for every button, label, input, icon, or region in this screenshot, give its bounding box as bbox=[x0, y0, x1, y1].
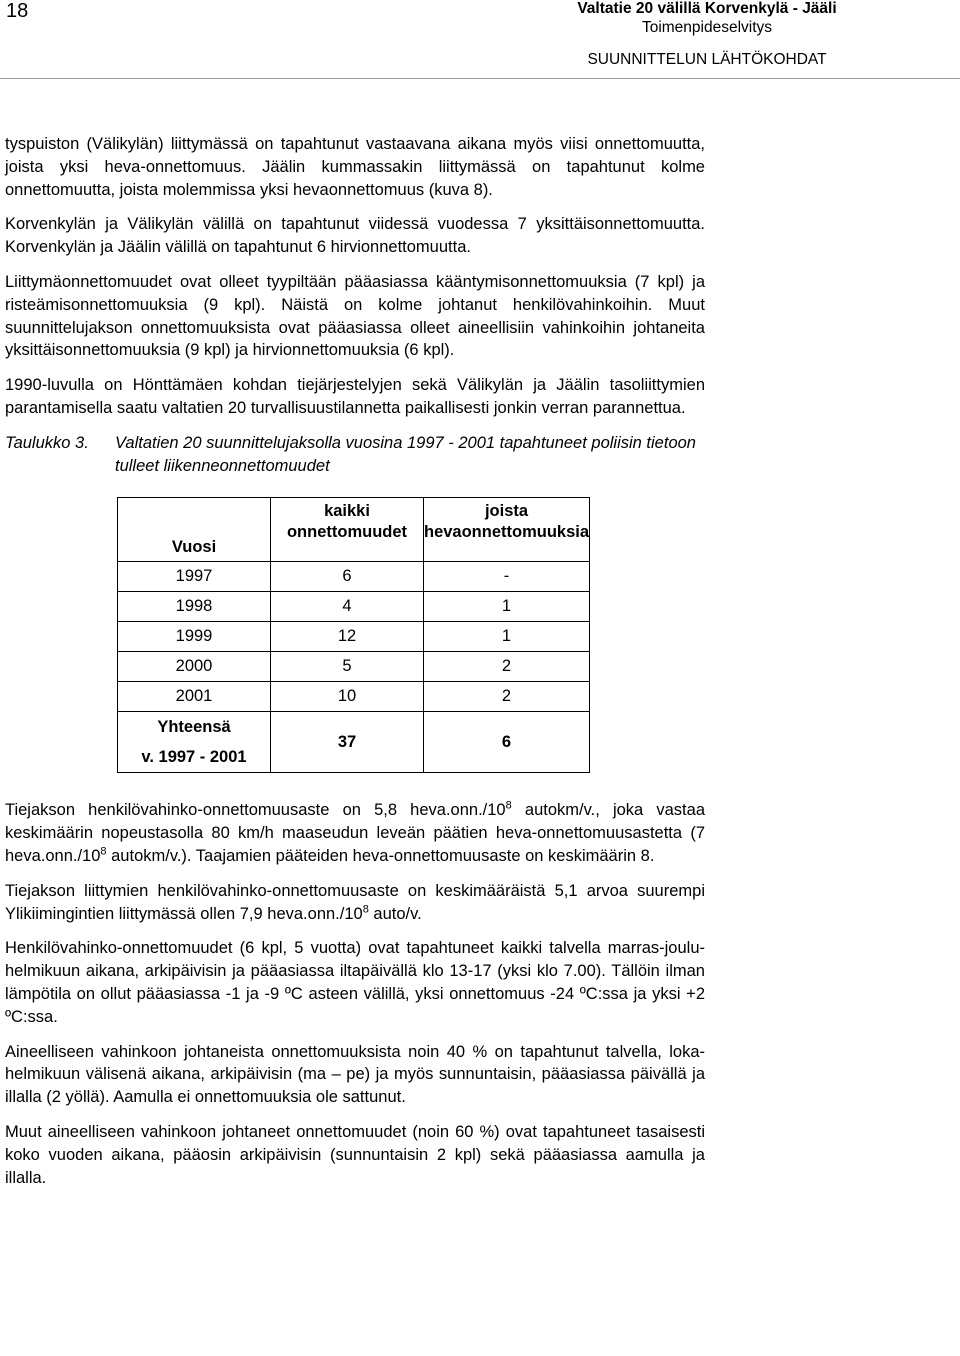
total-label-line1: Yhteensä bbox=[157, 718, 231, 737]
table-caption-label: Taulukko 3. bbox=[5, 433, 89, 452]
cell-year: 1997 bbox=[118, 562, 271, 592]
header-divider bbox=[0, 78, 960, 79]
cell-year: 2000 bbox=[118, 652, 271, 682]
paragraph bbox=[5, 880, 705, 926]
cell-heva: 1 bbox=[424, 622, 590, 652]
text-run: Tiejakson liittymien henkilövahinko-onnettomuusaste on keskimääräistä 5,1 arvoa suurempi Ylikiimingintien liittymässä ollen 7,9 heva.onn./10 bbox=[5, 881, 705, 923]
paragraph bbox=[5, 799, 705, 867]
paragraph: Liittymäonnettomuudet ovat olleet tyypiltään pääasiassa kääntymisonnettomuuksia (7 kpl) ja risteämisonnettomuuksia (9 kpl). Näistä on kolme johtanut henkilövahinkoihin. Muut suunnittelujakson onnettomuuksista ovat pääasiassa olleet aineellisiin vahinkoihin johtaneita yksittäisonnettomuuksia (9 kpl) ja hirvionnettomuuksia (6 kpl). bbox=[5, 272, 705, 360]
superscript: 8 bbox=[362, 903, 369, 916]
table-row bbox=[118, 592, 590, 622]
paragraph: tyspuiston (Välikylän) liittymässä on tapahtunut vastaavana aikana myös viisi onnettomuutta, joista yksi heva-onnettomuus. Jäälin kummassakin liittymässä on tapahtunut kolme onnettomuutta, joista molemmissa yksi hevaonnettomuus (kuva 8). bbox=[5, 135, 705, 199]
paragraph: Henkilövahinko-onnettomuudet (6 kpl, 5 vuotta) ovat tapahtuneet kaikki talvella marras-joulu-helmikuun aikana, arkipäivisin ja pääasiassa iltapäivällä klo 13-17 (yksi klo 7.00). Tällöin ilman lämpötila on ollut pääasiassa -1 ja -9 ºC asteen välillä, yksi onnettomuus -24 ºC:ssa ja yksi +2 ºC:ssa. bbox=[5, 939, 705, 1026]
page-body bbox=[5, 133, 705, 1201]
column-header-year: Vuosi bbox=[118, 498, 271, 562]
cell-year: 1999 bbox=[118, 622, 271, 652]
paragraph: Muut aineelliseen vahinkoon johtaneet onnettomuudet (noin 60 %) ovat tapahtuneet tasaisesti koko vuoden aikana, pääosin arkipäivisin (sunnuntaisin 2 kpl) sekä pääasiassa aamulla ja illalla. bbox=[5, 1122, 705, 1187]
cell-heva: 2 bbox=[424, 682, 590, 712]
cell-year: 1998 bbox=[118, 592, 271, 622]
cell-total-label bbox=[118, 712, 271, 773]
text-run: autokm/v.). Taajamien pääteiden heva-onnettomuusaste on keskimäärin 8. bbox=[106, 846, 655, 865]
paragraph: Korvenkylän ja Välikylän välillä on tapahtunut viidessä vuodessa 7 yksittäisonnettomuutta. Korvenkylän ja Jäälin välillä on tapahtunut 6 hirvionnettomuutta. bbox=[5, 215, 705, 257]
cell-heva: 2 bbox=[424, 652, 590, 682]
superscript: 8 bbox=[505, 799, 512, 812]
column-header-injury-accidents: joista hevaonnettomuuksia bbox=[424, 498, 590, 562]
table-row bbox=[118, 652, 590, 682]
cell-all: 12 bbox=[271, 622, 424, 652]
cell-all: 5 bbox=[271, 652, 424, 682]
cell-year: 2001 bbox=[118, 682, 271, 712]
accident-table bbox=[117, 497, 590, 773]
table-row bbox=[118, 562, 590, 592]
cell-total-heva: 6 bbox=[424, 712, 590, 773]
page-number: 18 bbox=[6, 0, 29, 22]
superscript: 8 bbox=[100, 845, 107, 858]
document-subtitle: Toimenpideselvitys bbox=[641, 19, 773, 36]
paragraph: Aineelliseen vahinkoon johtaneista onnettomuuksista noin 40 % on tapahtunut talvella, loka-helmikuun välisenä aikana, arkipäivisin (ma – pe) ja myös sunnuntaisin, pääasiassa päivällä ja illalla (2 yöllä). Aamulla ei onnettomuuksia ole sattunut. bbox=[5, 1042, 705, 1107]
text-run: autokm/v., joka vastaa keskimäärin nopeustasolla 80 km/h maaseudun leveän päätien heva-onnettomuusastetta (7 heva.onn./10 bbox=[5, 801, 705, 865]
table-caption bbox=[5, 432, 705, 478]
cell-all: 4 bbox=[271, 592, 424, 622]
table-row bbox=[118, 682, 590, 712]
total-label-line2: v. 1997 - 2001 bbox=[141, 748, 247, 767]
page-header bbox=[0, 0, 960, 80]
text-run: auto/v. bbox=[368, 904, 422, 923]
cell-total-all: 37 bbox=[271, 712, 424, 773]
paragraph: 1990-luvulla on Hönttämäen kohdan tiejärjestelyjen sekä Välikylän ja Jäälin tasoliittymien parantamisella saatu valtatien 20 turvallisuustilannetta paikallisesti jonkin verran parannettua. bbox=[5, 376, 705, 417]
table-header-row bbox=[118, 498, 590, 562]
text-run: Tiejakson henkilövahinko-onnettomuusaste on 5,8 heva.onn./10 bbox=[5, 801, 506, 820]
column-header-all-accidents: kaikki onnettomuudet bbox=[271, 498, 424, 562]
cell-all: 6 bbox=[271, 562, 424, 592]
section-title: SUUNNITTELUN LÄHTÖKOHDAT bbox=[587, 51, 827, 68]
cell-heva: 1 bbox=[424, 592, 590, 622]
table-row bbox=[118, 622, 590, 652]
table-total-row bbox=[118, 712, 590, 773]
document-title: Valtatie 20 välillä Korvenkylä - Jääli bbox=[577, 0, 837, 17]
cell-heva: - bbox=[424, 562, 590, 592]
cell-all: 10 bbox=[271, 682, 424, 712]
table-caption-text: Valtatien 20 suunnittelujaksolla vuosina 1997 - 2001 tapahtuneet poliisin tietoon tulleet liikenneonnettomuudet bbox=[115, 433, 696, 475]
